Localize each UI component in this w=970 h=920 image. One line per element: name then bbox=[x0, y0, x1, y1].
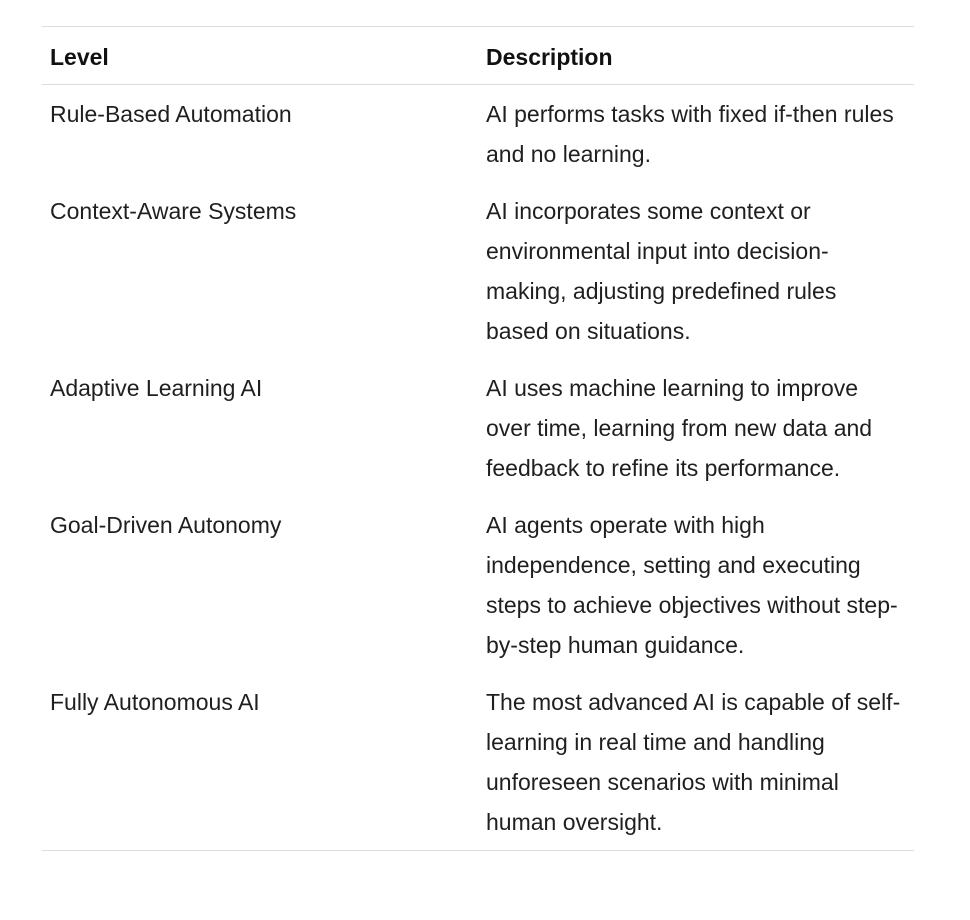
table-row bbox=[42, 673, 914, 851]
table-row bbox=[42, 182, 914, 359]
row-level: Rule-Based Automation bbox=[50, 101, 292, 127]
header-description: Description bbox=[486, 44, 613, 70]
header-level: Level bbox=[50, 44, 109, 70]
table-row bbox=[42, 85, 914, 183]
table-header bbox=[42, 27, 914, 85]
row-description: AI agents operate with high independence, setting and executing steps to achieve objectives without step-by-step human guidance. bbox=[486, 512, 898, 658]
table-row bbox=[42, 359, 914, 496]
table-body bbox=[42, 85, 914, 851]
row-description: AI incorporates some context or environmental input into decision-making, adjusting predefined rules based on situations. bbox=[486, 198, 837, 344]
row-level: Adaptive Learning AI bbox=[50, 375, 263, 401]
header-row bbox=[42, 27, 914, 85]
row-level: Context-Aware Systems bbox=[50, 198, 297, 224]
row-description: AI performs tasks with fixed if-then rules and no learning. bbox=[486, 101, 894, 167]
row-level: Goal-Driven Autonomy bbox=[50, 512, 282, 538]
table-row bbox=[42, 496, 914, 673]
levels-table bbox=[42, 26, 914, 851]
row-description: The most advanced AI is capable of self-learning in real time and handling unforeseen scenarios with minimal human oversight. bbox=[486, 689, 901, 835]
levels-table-container bbox=[42, 26, 914, 851]
row-description: AI uses machine learning to improve over time, learning from new data and feedback to refine its performance. bbox=[486, 375, 873, 481]
row-level: Fully Autonomous AI bbox=[50, 689, 260, 715]
